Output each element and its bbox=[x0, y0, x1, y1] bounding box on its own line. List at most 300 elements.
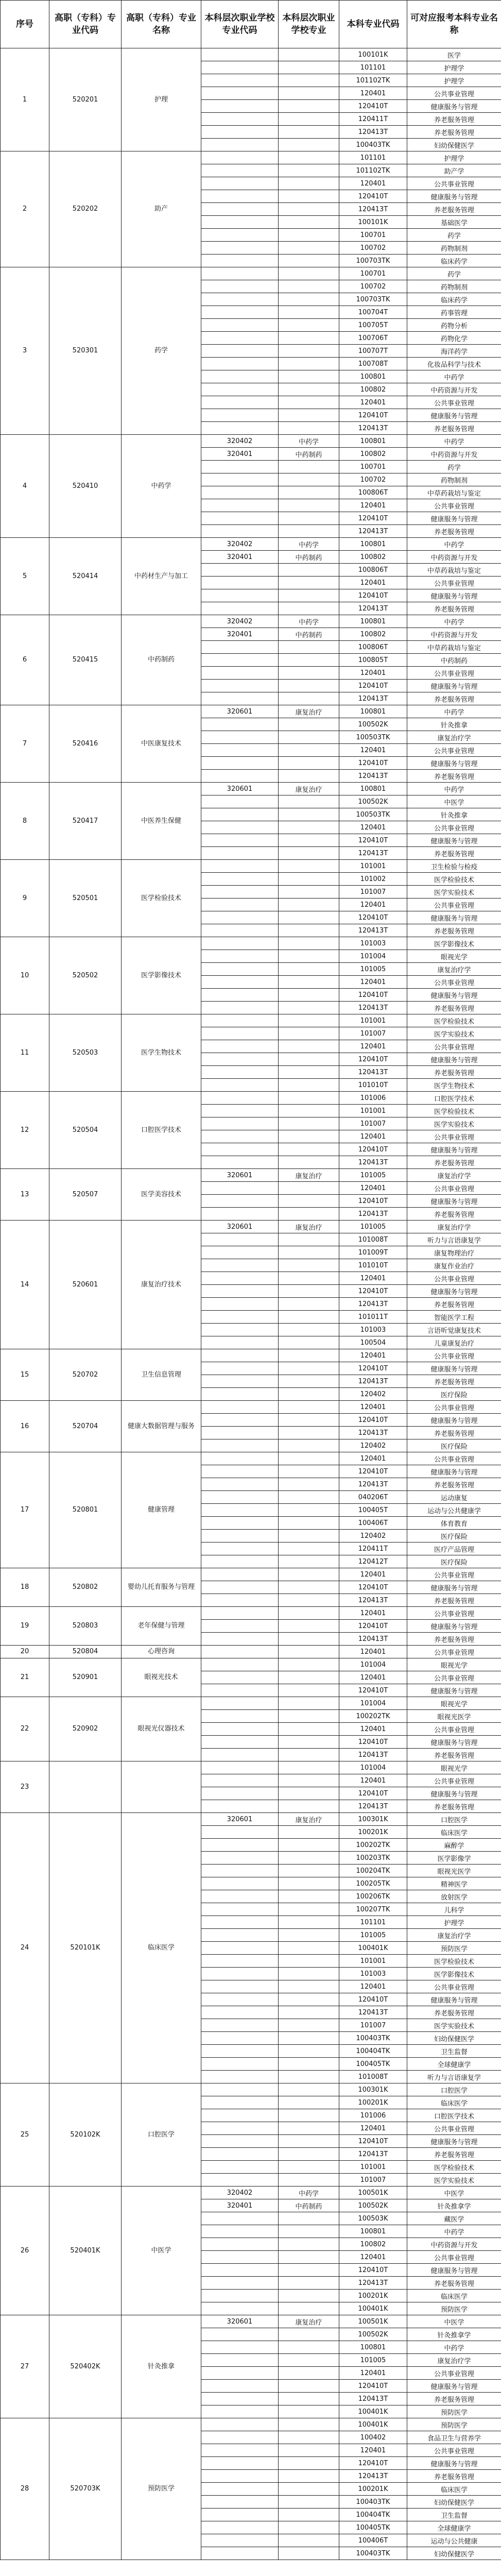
voc-code-cell bbox=[201, 950, 279, 963]
seq-cell: 10 bbox=[1, 937, 49, 1014]
seq-cell: 20 bbox=[1, 1646, 49, 1658]
bachelor-code-cell: 120410T bbox=[339, 512, 407, 525]
bachelor-name-cell: 公共事业管理 bbox=[407, 976, 501, 989]
bachelor-code-cell: 120401 bbox=[339, 87, 407, 100]
bachelor-name-cell: 智能医学工程 bbox=[407, 1311, 501, 1324]
bachelor-name-cell: 健康服务与管理 bbox=[407, 1787, 501, 1800]
table-header-row bbox=[1, 1, 501, 48]
bachelor-name-cell: 公共事业管理 bbox=[407, 1568, 501, 1581]
voc-name-cell bbox=[279, 2174, 339, 2187]
bachelor-name-cell: 全球健康学 bbox=[407, 2058, 501, 2071]
bachelor-name-cell: 康复治疗学 bbox=[407, 1221, 501, 1233]
voc-name-cell: 康复治疗 bbox=[279, 1169, 339, 1182]
bachelor-code-cell: 101006 bbox=[339, 2109, 407, 2122]
seq-cell: 15 bbox=[1, 1349, 49, 1401]
voc-code-cell bbox=[201, 370, 279, 383]
voc-code-cell bbox=[201, 383, 279, 396]
bachelor-name-cell: 健康服务与管理 bbox=[407, 409, 501, 422]
bachelor-name-cell: 临床医学 bbox=[407, 2483, 501, 2496]
voc-code-cell bbox=[201, 1233, 279, 1246]
voc-name-cell bbox=[279, 422, 339, 435]
bachelor-code-cell: 100704T bbox=[339, 306, 407, 319]
voc-name-cell bbox=[279, 834, 339, 847]
voc-code-cell bbox=[201, 821, 279, 834]
voc-name-cell bbox=[279, 976, 339, 989]
bachelor-name-cell: 眼视光学 bbox=[407, 1658, 501, 1671]
bachelor-code-cell: 120410T bbox=[339, 2380, 407, 2393]
bachelor-code-cell: 100701 bbox=[339, 461, 407, 473]
voc-code-cell bbox=[201, 2148, 279, 2161]
bachelor-code-cell: 101004 bbox=[339, 1658, 407, 1671]
voc-name-cell bbox=[279, 1117, 339, 1130]
bachelor-name-cell: 公共事业管理 bbox=[407, 1723, 501, 1736]
voc-code-cell: 320601 bbox=[201, 1813, 279, 1826]
voc-code-cell bbox=[201, 1478, 279, 1491]
voc-code-cell: 320401 bbox=[201, 448, 279, 461]
voc-name-cell bbox=[279, 2225, 339, 2238]
table-row bbox=[1, 267, 501, 280]
voc-code-cell bbox=[201, 1993, 279, 2006]
voc-code-cell bbox=[201, 1208, 279, 1221]
table-row bbox=[1, 1607, 501, 1620]
voc-name-cell bbox=[279, 139, 339, 151]
bachelor-name-cell: 公共事业管理 bbox=[407, 1774, 501, 1787]
bachelor-name-cell: 养老服务管理 bbox=[407, 692, 501, 705]
voc-name-cell bbox=[279, 2058, 339, 2071]
voc-code-cell bbox=[201, 2328, 279, 2341]
voc-name-cell bbox=[279, 332, 339, 345]
voc-code-cell bbox=[201, 2367, 279, 2380]
bachelor-code-cell: 100406T bbox=[339, 1517, 407, 1530]
bachelor-name-cell: 医学检验技术 bbox=[407, 873, 501, 886]
bachelor-code-cell: 101006 bbox=[339, 1092, 407, 1105]
voc-name-cell bbox=[279, 2212, 339, 2225]
voc-code-cell bbox=[201, 1671, 279, 1684]
seq-cell: 21 bbox=[1, 1658, 49, 1697]
voc-code-cell bbox=[201, 2290, 279, 2302]
voc-name-cell bbox=[279, 2534, 339, 2547]
bachelor-code-cell: 100201K bbox=[339, 2290, 407, 2302]
voc-code-cell bbox=[201, 473, 279, 486]
voc-name-cell bbox=[279, 602, 339, 615]
voc-name-cell bbox=[279, 667, 339, 680]
bachelor-name-cell: 养老服务管理 bbox=[407, 2470, 501, 2483]
voc-name-cell bbox=[279, 1736, 339, 1749]
voc-name-cell bbox=[279, 1105, 339, 1117]
bachelor-name-cell: 健康服务与管理 bbox=[407, 1684, 501, 1697]
voc-code-cell bbox=[201, 2058, 279, 2071]
bachelor-code-cell: 101004 bbox=[339, 1697, 407, 1710]
voc-code-cell bbox=[201, 1800, 279, 1813]
bachelor-code-cell: 120412T bbox=[339, 1555, 407, 1568]
voc-code-cell bbox=[201, 1710, 279, 1723]
voc-name-cell bbox=[279, 2277, 339, 2290]
voc-name-cell bbox=[279, 1478, 339, 1491]
voc-code-cell bbox=[201, 486, 279, 499]
voc-name-cell bbox=[279, 2109, 339, 2122]
bachelor-name-cell: 运动与公共健康学 bbox=[407, 1504, 501, 1517]
bachelor-code-cell: 101003 bbox=[339, 1324, 407, 1336]
voc-name-cell bbox=[279, 126, 339, 139]
bachelor-name-cell: 预防医学 bbox=[407, 2405, 501, 2418]
bachelor-code-cell: 100504 bbox=[339, 1336, 407, 1349]
voc-name-cell bbox=[279, 319, 339, 332]
bachelor-code-cell: 100708T bbox=[339, 358, 407, 370]
voc-name-cell bbox=[279, 886, 339, 899]
voc-name-cell: 中药学 bbox=[279, 538, 339, 551]
bachelor-name-cell: 药物化学 bbox=[407, 332, 501, 345]
bachelor-name-cell: 护理学 bbox=[407, 151, 501, 164]
bachelor-code-cell: 101003 bbox=[339, 937, 407, 950]
bachelor-name-cell: 养老服务管理 bbox=[407, 2277, 501, 2290]
bachelor-name-cell: 预防医学 bbox=[407, 1942, 501, 1955]
voc-code-cell bbox=[201, 2521, 279, 2534]
table-row bbox=[1, 705, 501, 718]
bachelor-code-cell: 101002 bbox=[339, 873, 407, 886]
bachelor-code-cell: 101005 bbox=[339, 2354, 407, 2367]
bachelor-name-cell: 药学 bbox=[407, 267, 501, 280]
voc-name-cell bbox=[279, 744, 339, 757]
voc-code-cell bbox=[201, 229, 279, 242]
voc-name-cell bbox=[279, 61, 339, 74]
voc-name-cell bbox=[279, 1903, 339, 1916]
voc-code-cell: 320402 bbox=[201, 538, 279, 551]
voc-name-cell bbox=[279, 190, 339, 203]
bachelor-code-cell: 100205TK bbox=[339, 1877, 407, 1890]
voc-code-cell bbox=[201, 1336, 279, 1349]
voc-code-cell bbox=[201, 1079, 279, 1092]
college-code-cell: 520702 bbox=[49, 1349, 122, 1401]
voc-name-cell bbox=[279, 1002, 339, 1014]
bachelor-name-cell: 健康服务与管理 bbox=[407, 512, 501, 525]
voc-code-cell bbox=[201, 1980, 279, 1993]
bachelor-code-cell: 100207TK bbox=[339, 1903, 407, 1916]
bachelor-code-cell: 120402 bbox=[339, 1439, 407, 1452]
voc-name-cell bbox=[279, 1594, 339, 1607]
bachelor-code-cell: 120401 bbox=[339, 2444, 407, 2457]
bachelor-name-cell: 护理学 bbox=[407, 61, 501, 74]
voc-name-cell bbox=[279, 1452, 339, 1465]
voc-code-cell bbox=[201, 1311, 279, 1324]
voc-name-cell: 中药制药 bbox=[279, 551, 339, 564]
voc-code-cell bbox=[201, 963, 279, 976]
voc-name-cell bbox=[279, 2354, 339, 2367]
voc-code-cell bbox=[201, 525, 279, 538]
bachelor-name-cell: 健康服务与管理 bbox=[407, 2457, 501, 2470]
bachelor-name-cell: 养老服务管理 bbox=[407, 602, 501, 615]
voc-code-cell bbox=[201, 2496, 279, 2509]
college-code-cell: 520802 bbox=[49, 1568, 122, 1607]
voc-code-cell bbox=[201, 2341, 279, 2354]
voc-code-cell bbox=[201, 1014, 279, 1027]
bachelor-name-cell: 健康服务与管理 bbox=[407, 2135, 501, 2148]
bachelor-code-cell: 100406T bbox=[339, 2534, 407, 2547]
bachelor-code-cell: 120413T bbox=[339, 1594, 407, 1607]
table-row bbox=[1, 1221, 501, 1233]
voc-code-cell bbox=[201, 1633, 279, 1646]
voc-name-cell bbox=[279, 1285, 339, 1298]
college-name-cell: 医学生物技术 bbox=[122, 1014, 201, 1092]
table-row bbox=[1, 615, 501, 628]
bachelor-code-cell: 120401 bbox=[339, 976, 407, 989]
bachelor-code-cell: 100404TK bbox=[339, 2045, 407, 2058]
college-name-cell: 预防医学 bbox=[122, 2418, 201, 2560]
bachelor-name-cell: 公共事业管理 bbox=[407, 2251, 501, 2264]
bachelor-name-cell: 医学影像学 bbox=[407, 1852, 501, 1865]
seq-cell: 24 bbox=[1, 1813, 49, 2083]
voc-name-cell bbox=[279, 409, 339, 422]
voc-code-cell bbox=[201, 1092, 279, 1105]
voc-name-cell bbox=[279, 1298, 339, 1311]
bachelor-name-cell: 听力与言语康复学 bbox=[407, 1233, 501, 1246]
bachelor-name-cell: 药学 bbox=[407, 461, 501, 473]
bachelor-code-cell: 101001 bbox=[339, 1955, 407, 1968]
voc-code-cell bbox=[201, 512, 279, 525]
college-name-cell: 医学检验技术 bbox=[122, 860, 201, 937]
bachelor-name-cell: 养老服务管理 bbox=[407, 1800, 501, 1813]
voc-name-cell bbox=[279, 808, 339, 821]
bachelor-code-cell: 120410T bbox=[339, 1620, 407, 1633]
bachelor-code-cell: 120401 bbox=[339, 1774, 407, 1787]
voc-name-cell bbox=[279, 2290, 339, 2302]
voc-code-cell bbox=[201, 499, 279, 512]
seq-cell: 16 bbox=[1, 1401, 49, 1452]
voc-code-cell bbox=[201, 1066, 279, 1079]
voc-name-cell bbox=[279, 1079, 339, 1092]
seq-cell: 7 bbox=[1, 705, 49, 783]
bachelor-code-cell: 100702 bbox=[339, 242, 407, 255]
voc-name-cell bbox=[279, 2405, 339, 2418]
voc-name-cell bbox=[279, 1761, 339, 1774]
bachelor-code-cell: 100802 bbox=[339, 448, 407, 461]
voc-name-cell bbox=[279, 2238, 339, 2251]
bachelor-code-cell: 120413T bbox=[339, 2277, 407, 2290]
bachelor-name-cell: 养老服务管理 bbox=[407, 1749, 501, 1761]
bachelor-code-cell: 120410T bbox=[339, 757, 407, 770]
bachelor-name-cell: 健康服务与管理 bbox=[407, 1362, 501, 1375]
bachelor-name-cell: 医学实验技术 bbox=[407, 2019, 501, 2032]
voc-name-cell bbox=[279, 654, 339, 667]
voc-code-cell bbox=[201, 2483, 279, 2496]
bachelor-code-cell: 120401 bbox=[339, 1607, 407, 1620]
voc-code-cell bbox=[201, 1581, 279, 1594]
voc-code-cell bbox=[201, 1465, 279, 1478]
bachelor-name-cell: 口腔医学技术 bbox=[407, 2109, 501, 2122]
voc-name-cell bbox=[279, 1401, 339, 1414]
seq-cell: 5 bbox=[1, 538, 49, 615]
bachelor-code-cell: 100502K bbox=[339, 2328, 407, 2341]
bachelor-name-cell: 健康服务与管理 bbox=[407, 911, 501, 924]
voc-name-cell bbox=[279, 48, 339, 61]
voc-code-cell bbox=[201, 48, 279, 61]
bachelor-name-cell: 医学实验技术 bbox=[407, 886, 501, 899]
voc-name-cell: 康复治疗 bbox=[279, 2315, 339, 2328]
voc-name-cell bbox=[279, 1749, 339, 1761]
bachelor-name-cell: 医学检验技术 bbox=[407, 1955, 501, 1968]
bachelor-name-cell: 运动康复 bbox=[407, 1491, 501, 1504]
voc-name-cell bbox=[279, 1336, 339, 1349]
voc-code-cell bbox=[201, 2547, 279, 2560]
voc-code-cell bbox=[201, 1787, 279, 1800]
voc-code-cell bbox=[201, 1968, 279, 1980]
bachelor-name-cell: 口腔医学 bbox=[407, 1813, 501, 1826]
seq-cell: 4 bbox=[1, 435, 49, 538]
voc-code-cell bbox=[201, 847, 279, 860]
voc-code-cell bbox=[201, 1105, 279, 1117]
voc-name-cell bbox=[279, 847, 339, 860]
voc-code-cell bbox=[201, 2534, 279, 2547]
voc-name-cell bbox=[279, 1349, 339, 1362]
voc-name-cell bbox=[279, 2341, 339, 2354]
bachelor-code-cell: 100101K bbox=[339, 48, 407, 61]
voc-name-cell bbox=[279, 473, 339, 486]
college-code-cell: 520301 bbox=[49, 267, 122, 435]
bachelor-name-cell: 健康服务与管理 bbox=[407, 190, 501, 203]
voc-code-cell bbox=[201, 358, 279, 370]
voc-code-cell bbox=[201, 976, 279, 989]
voc-code-cell bbox=[201, 1117, 279, 1130]
voc-name-cell bbox=[279, 87, 339, 100]
voc-code-cell bbox=[201, 203, 279, 216]
voc-name-cell bbox=[279, 1865, 339, 1877]
voc-name-cell bbox=[279, 164, 339, 177]
voc-name-cell bbox=[279, 2470, 339, 2483]
college-name-cell: 康复治疗技术 bbox=[122, 1221, 201, 1349]
bachelor-code-cell: 120413T bbox=[339, 2006, 407, 2019]
voc-code-cell bbox=[201, 1285, 279, 1298]
bachelor-name-cell: 针灸推拿 bbox=[407, 808, 501, 821]
voc-code-cell bbox=[201, 1156, 279, 1169]
bachelor-name-cell: 药学 bbox=[407, 229, 501, 242]
voc-name-cell bbox=[279, 461, 339, 473]
bachelor-code-cell: 101007 bbox=[339, 2174, 407, 2187]
college-code-cell: 520503 bbox=[49, 1014, 122, 1092]
bachelor-code-cell: 101005 bbox=[339, 1221, 407, 1233]
voc-name-cell bbox=[279, 242, 339, 255]
bachelor-code-cell: 120413T bbox=[339, 2470, 407, 2483]
bachelor-code-cell: 101101 bbox=[339, 151, 407, 164]
bachelor-code-cell: 100701 bbox=[339, 267, 407, 280]
header-voc-code: 本科层次职业学校专业代码 bbox=[201, 1, 279, 48]
voc-name-cell: 康复治疗 bbox=[279, 783, 339, 795]
bachelor-code-cell: 100204TK bbox=[339, 1865, 407, 1877]
bachelor-code-cell: 120410T bbox=[339, 2264, 407, 2277]
table-row bbox=[1, 2187, 501, 2199]
voc-code-cell bbox=[201, 2045, 279, 2058]
bachelor-name-cell: 卫生检验与检疫 bbox=[407, 860, 501, 873]
voc-code-cell bbox=[201, 1749, 279, 1761]
voc-name-cell bbox=[279, 2148, 339, 2161]
bachelor-code-cell: 120401 bbox=[339, 2367, 407, 2380]
bachelor-code-cell: 120413T bbox=[339, 1298, 407, 1311]
bachelor-name-cell: 中药学 bbox=[407, 2341, 501, 2354]
voc-code-cell: 320601 bbox=[201, 1169, 279, 1182]
bachelor-code-cell: 120411T bbox=[339, 113, 407, 126]
voc-name-cell bbox=[279, 564, 339, 577]
college-code-cell: 520410 bbox=[49, 435, 122, 538]
bachelor-name-cell: 医学检验技术 bbox=[407, 1105, 501, 1117]
voc-code-cell bbox=[201, 1040, 279, 1053]
bachelor-name-cell: 中草药栽培与鉴定 bbox=[407, 641, 501, 654]
bachelor-code-cell: 120413T bbox=[339, 2393, 407, 2405]
college-name-cell: 针灸推拿 bbox=[122, 2315, 201, 2418]
voc-code-cell bbox=[201, 1375, 279, 1388]
table-row bbox=[1, 2083, 501, 2096]
table-row bbox=[1, 1761, 501, 1774]
voc-code-cell bbox=[201, 641, 279, 654]
bachelor-name-cell: 妇幼保健医学 bbox=[407, 2547, 501, 2560]
bachelor-name-cell: 健康服务与管理 bbox=[407, 1414, 501, 1427]
voc-code-cell: 320402 bbox=[201, 615, 279, 628]
bachelor-code-cell: 120410T bbox=[339, 989, 407, 1002]
bachelor-name-cell: 中药学 bbox=[407, 783, 501, 795]
bachelor-name-cell: 医疗保险 bbox=[407, 1388, 501, 1401]
bachelor-name-cell: 公共事业管理 bbox=[407, 744, 501, 757]
voc-name-cell: 中药制药 bbox=[279, 2199, 339, 2212]
bachelor-name-cell: 食品卫生与营养学 bbox=[407, 2431, 501, 2444]
voc-code-cell bbox=[201, 1272, 279, 1285]
bachelor-code-cell: 100405TK bbox=[339, 2521, 407, 2534]
voc-name-cell bbox=[279, 151, 339, 164]
voc-name-cell bbox=[279, 2509, 339, 2521]
voc-code-cell bbox=[201, 190, 279, 203]
bachelor-name-cell: 药物制剂 bbox=[407, 280, 501, 293]
voc-code-cell bbox=[201, 834, 279, 847]
voc-code-cell bbox=[201, 2238, 279, 2251]
voc-code-cell bbox=[201, 2135, 279, 2148]
voc-code-cell bbox=[201, 602, 279, 615]
voc-name-cell bbox=[279, 2019, 339, 2032]
bachelor-code-cell: 120410T bbox=[339, 2135, 407, 2148]
college-name-cell: 中医学 bbox=[122, 2187, 201, 2315]
bachelor-name-cell: 养老服务管理 bbox=[407, 1375, 501, 1388]
voc-code-cell: 320401 bbox=[201, 2199, 279, 2212]
bachelor-name-cell: 康复治疗学 bbox=[407, 1929, 501, 1942]
bachelor-name-cell: 中草药栽培与鉴定 bbox=[407, 564, 501, 577]
voc-code-cell bbox=[201, 1774, 279, 1787]
voc-code-cell bbox=[201, 1349, 279, 1362]
bachelor-name-cell: 医学影像技术 bbox=[407, 1968, 501, 1980]
bachelor-code-cell: 101003 bbox=[339, 1968, 407, 1980]
voc-name-cell bbox=[279, 2521, 339, 2534]
bachelor-code-cell: 100503K bbox=[339, 2212, 407, 2225]
bachelor-name-cell: 中药资源与开发 bbox=[407, 383, 501, 396]
voc-code-cell bbox=[201, 1646, 279, 1658]
voc-code-cell bbox=[201, 332, 279, 345]
voc-name-cell bbox=[279, 267, 339, 280]
voc-code-cell: 320601 bbox=[201, 1221, 279, 1233]
voc-code-cell bbox=[201, 2354, 279, 2367]
table-row bbox=[1, 1401, 501, 1414]
voc-name-cell bbox=[279, 2483, 339, 2496]
voc-name-cell bbox=[279, 1388, 339, 1401]
voc-name-cell bbox=[279, 1491, 339, 1504]
voc-name-cell bbox=[279, 589, 339, 602]
voc-name-cell bbox=[279, 216, 339, 229]
voc-name-cell bbox=[279, 963, 339, 976]
bachelor-code-cell: 100802 bbox=[339, 551, 407, 564]
bachelor-code-cell: 100401K bbox=[339, 1942, 407, 1955]
voc-code-cell bbox=[201, 242, 279, 255]
voc-name-cell bbox=[279, 2122, 339, 2135]
bachelor-name-cell: 中药学 bbox=[407, 538, 501, 551]
bachelor-name-cell: 养老服务管理 bbox=[407, 1478, 501, 1491]
bachelor-name-cell: 公共事业管理 bbox=[407, 1040, 501, 1053]
bachelor-code-cell: 101102TK bbox=[339, 74, 407, 87]
table-row bbox=[1, 1658, 501, 1671]
bachelor-code-cell: 120401 bbox=[339, 744, 407, 757]
voc-name-cell bbox=[279, 1066, 339, 1079]
